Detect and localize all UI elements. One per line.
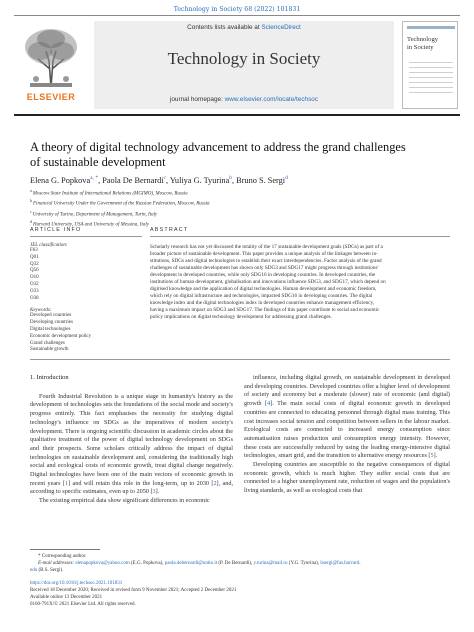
sciencedirect-link[interactable]: ScienceDirect xyxy=(261,24,301,31)
keyword: Digital technologies xyxy=(30,326,71,332)
keyword: Developed countries xyxy=(30,313,72,319)
email-owner: (P. De Bernardi), xyxy=(217,561,254,566)
citation-link[interactable]: 3 xyxy=(152,488,156,496)
email-link[interactable]: y.turina@mail.ru xyxy=(253,561,288,566)
paragraph-text: ] and will retain this role in the long-term, up to 2030 [ xyxy=(68,479,214,487)
paragraph-text: influence, including digital growth, on sustainable development in developed and developing countries. Developed countries offer a higher level of development of society and economy but a moderate (slower) rate of economic (and digital) growth [ xyxy=(244,374,450,408)
doi-link[interactable]: https://doi.org/10.1016/j.techsoc.2021.101831 xyxy=(30,581,123,586)
body-paragraph xyxy=(30,393,233,497)
email-owner: (E.G. Popkova), xyxy=(129,561,165,566)
email-link[interactable]: elenapopkova@yahoo.com xyxy=(75,561,130,566)
abstract-line: challenges of sustainable development has shown only SDG3 and SDG17 might progress through institutions' xyxy=(150,265,379,272)
journal-cover-thumbnail[interactable] xyxy=(402,21,458,109)
email-label: E-mail addresses: xyxy=(38,561,76,566)
keyword: Developing countries xyxy=(30,320,73,326)
left-paragraphs xyxy=(30,393,233,506)
author-list xyxy=(30,175,450,185)
article-info-rule xyxy=(30,236,142,237)
footnote-rule xyxy=(30,549,100,550)
masthead-bottom-rule xyxy=(14,114,460,116)
cover-title-line2: in Society xyxy=(407,43,434,51)
cover-title xyxy=(407,36,455,51)
jel-code: Q56 xyxy=(30,268,39,274)
footnotes xyxy=(30,553,450,574)
email-link[interactable]: edu xyxy=(30,568,38,573)
paragraph-text: ]. xyxy=(433,452,438,460)
author-name: Elena G. Popkova xyxy=(30,175,91,185)
available-online: Available online 13 December 2021 xyxy=(30,595,103,600)
homepage-prefix: journal homepage: xyxy=(169,96,225,103)
cover-bar xyxy=(407,26,455,29)
paragraph-text: ], and, according to specific estimates, even up to 2050 [ xyxy=(30,479,233,496)
corresponding-author-note: * Corresponding author. xyxy=(38,554,87,559)
author-name: Yuliya G. Tyurina xyxy=(169,175,230,185)
keyword-list xyxy=(30,313,142,354)
affiliation-text: Moscow State Institute of International Relations (MGIMO), Moscow, Russia xyxy=(32,191,188,197)
paragraph-text: The existing empirical data show significant differences in economic xyxy=(39,497,210,505)
abstract-text xyxy=(150,244,450,322)
copyright-line: 0160-791X/© 2021 Elsevier Ltd. All rights reserved. xyxy=(30,602,136,607)
introduction-heading: 1. Introduction xyxy=(30,374,69,381)
paragraph-text: Fourth Industrial Revolution is a unique stage in humanity's history as the development of technologies sets the foundations of the social mode and society's progress entirely. This fact emphasises the necessity for studying digital technology's influence on SDGs as the imperatives of modern society's development. There is ongoing scientific discussion in academic circles about the qualitative treatment of the power of digital technology development on SDGs and their prospects. Some scholars critically address the impact of digital technologies on sustainable development and, considering the traditionally high social and ecological costs of economic growth, treat digital change negatively. Digital technologies have been one of the main vectors of economic growth in recent years [ xyxy=(30,392,233,487)
abstract-line: broader picture of sustainable development. This paper provides a unique analysis of the linkages between in- xyxy=(150,251,378,258)
article-info-heading: ARTICLE INFO xyxy=(30,227,82,233)
abstract-line: which rely on digital infrastructure and technologies, impacted SDG16 in developing countries. The digital xyxy=(150,293,373,300)
front-matter-bottom-rule xyxy=(30,359,450,360)
masthead-top-rule xyxy=(14,15,460,16)
body-right-column xyxy=(244,374,450,496)
keywords-label: Keywords: xyxy=(30,308,52,314)
author-name: Bruno S. Sergi xyxy=(236,175,286,185)
author-affiliation-mark[interactable]: a, * xyxy=(90,175,99,181)
affiliation-mark: a xyxy=(30,188,33,193)
jel-code: O32 xyxy=(30,281,39,287)
email-addresses-line2 xyxy=(30,567,450,574)
email-owner: (B.S. Sergi). xyxy=(37,568,64,573)
paragraph-text: Developing countries are susceptible to the negative consequences of digital economic growth, which is much higher. They suffer social costs that are connected to a higher unemployment rate, reduction of wages and the population's living standards, as well as ecological costs that xyxy=(244,461,450,495)
abstract xyxy=(150,227,450,322)
email-link[interactable]: bsergi@fas.harvard. xyxy=(320,561,361,566)
cover-decoration xyxy=(409,62,453,97)
received-dates: Received 18 December 2020; Received in revised form 9 November 2021; Accepted 2 December 2021 xyxy=(30,588,237,593)
abstract-line: knowledge index and the digital technologies index in developed countries enhance management efficiency, xyxy=(150,300,375,307)
jel-code: O10 xyxy=(30,275,39,281)
author-separator: , xyxy=(166,175,170,185)
affiliation-line xyxy=(30,188,450,198)
keyword: Sustainable growth xyxy=(30,347,69,353)
author-affiliation-mark[interactable]: b xyxy=(229,175,233,181)
right-paragraphs xyxy=(244,374,450,496)
abstract-heading: ABSTRACT xyxy=(150,227,189,233)
abstract-line: institutions of human development, globalisation and innovations influence SDG3, and SDG17, which depend on xyxy=(150,279,386,286)
citation-link[interactable]: 1 xyxy=(64,479,69,487)
citation-link[interactable]: 5 xyxy=(430,452,434,460)
doi-block xyxy=(30,580,450,608)
author-separator: , xyxy=(98,175,103,185)
homepage-link[interactable]: www.elsevier.com/locate/techsoc xyxy=(224,96,319,103)
affiliation-text: University of Turino, Department of Management, Turin, Italy xyxy=(32,212,158,218)
contents-prefix: Contents lists available at xyxy=(187,24,262,31)
article-title xyxy=(30,140,450,170)
body-paragraph xyxy=(244,461,450,496)
paragraph-text: ]. The main social costs of digital economic growth in developed countries are connected to educating personnel through digital mass training. This cost increases social tension and competition between sellers in the labour market. Ecological costs are connected to increased energy consumption since automatisation raises production and consumption energy intensity. However, these costs are successfully reduced by using the leading energy-intensive digital technologies, smart grid, and the transition to alternative energy resources [ xyxy=(244,400,450,460)
cover-title-line1: Technology xyxy=(407,36,439,43)
paragraph-text: ]. xyxy=(155,488,160,496)
abstract-line: Scholarly research has not yet discussed the totality of the 17 sustainable development goals (SDGs) as part of a xyxy=(150,244,383,250)
email-owner: (Y.G. Tyurina), xyxy=(287,561,321,566)
jel-code: Q01 xyxy=(30,254,39,260)
article-info xyxy=(30,227,142,354)
affiliation-mark: b xyxy=(30,198,33,204)
email-addresses-line xyxy=(30,560,450,567)
author-affiliation-mark[interactable]: c xyxy=(163,175,166,181)
keyword: Economic development policy xyxy=(30,333,92,339)
author-separator: , xyxy=(232,175,237,185)
affiliation-text: Harvard University, USA and University of Messina, Italy xyxy=(33,223,149,229)
article-title-line2: of sustainable development xyxy=(30,155,166,169)
affiliation-text: Financial University Under the Government of the Russian Federation, Moscow, Russia xyxy=(33,202,210,208)
journal-reference[interactable]: Technology in Society 68 (2022) 101831 xyxy=(173,6,301,13)
journal-title: Technology in Society xyxy=(167,49,321,68)
body-paragraph xyxy=(244,374,450,461)
author-affiliation-mark[interactable]: d xyxy=(285,175,288,181)
affiliation-mark: d xyxy=(30,219,33,225)
jel-code: O33 xyxy=(30,288,39,294)
jel-label: JEL classification: xyxy=(30,243,68,248)
abstract-line: having a maximum impact on SDG3 and SDG17. The findings of this paper contribute to social and economic xyxy=(150,307,380,314)
body-left-column xyxy=(30,374,233,506)
keyword: Grand challenges xyxy=(30,340,65,346)
masthead xyxy=(14,15,460,115)
jel-code: Q32 xyxy=(30,261,39,267)
citation-link[interactable]: 4 xyxy=(267,400,271,408)
affiliation-line xyxy=(30,209,450,219)
abstract-line: digitised knowledge and the application of digital technologies. Human development and economic freedom, xyxy=(150,286,377,293)
affiliations xyxy=(30,188,450,230)
author-name: Paola De Bernardi xyxy=(102,175,164,185)
jel-code-list xyxy=(30,248,142,302)
email-link[interactable]: paola.debernardi@unito.it xyxy=(164,561,218,566)
citation-link[interactable]: 2 xyxy=(213,479,217,487)
abstract-rule xyxy=(150,236,450,237)
article-title-line1: A theory of digital technology advancement to address the grand challenges xyxy=(30,140,406,154)
affiliation-mark: c xyxy=(30,208,33,214)
jel-code: O38 xyxy=(30,295,39,301)
masthead-center-box xyxy=(94,21,394,109)
homepage-line xyxy=(94,96,394,103)
jel-code: F63 xyxy=(30,248,38,253)
abstract-line: policy implications on digital technology development for addressing grand challenges. xyxy=(150,314,332,321)
contents-line xyxy=(94,24,394,31)
body-paragraph xyxy=(30,497,233,506)
publisher-name: ELSEVIER xyxy=(26,92,76,102)
abstract-line: stitutions, SDGs and digital technologies to establish their exact interdependencies. Factor analysis of the grand xyxy=(150,258,382,265)
abstract-line: development in developed countries, while only SDG16 in developing countries. In developed countries, the xyxy=(150,272,376,279)
affiliation-line xyxy=(30,198,450,208)
